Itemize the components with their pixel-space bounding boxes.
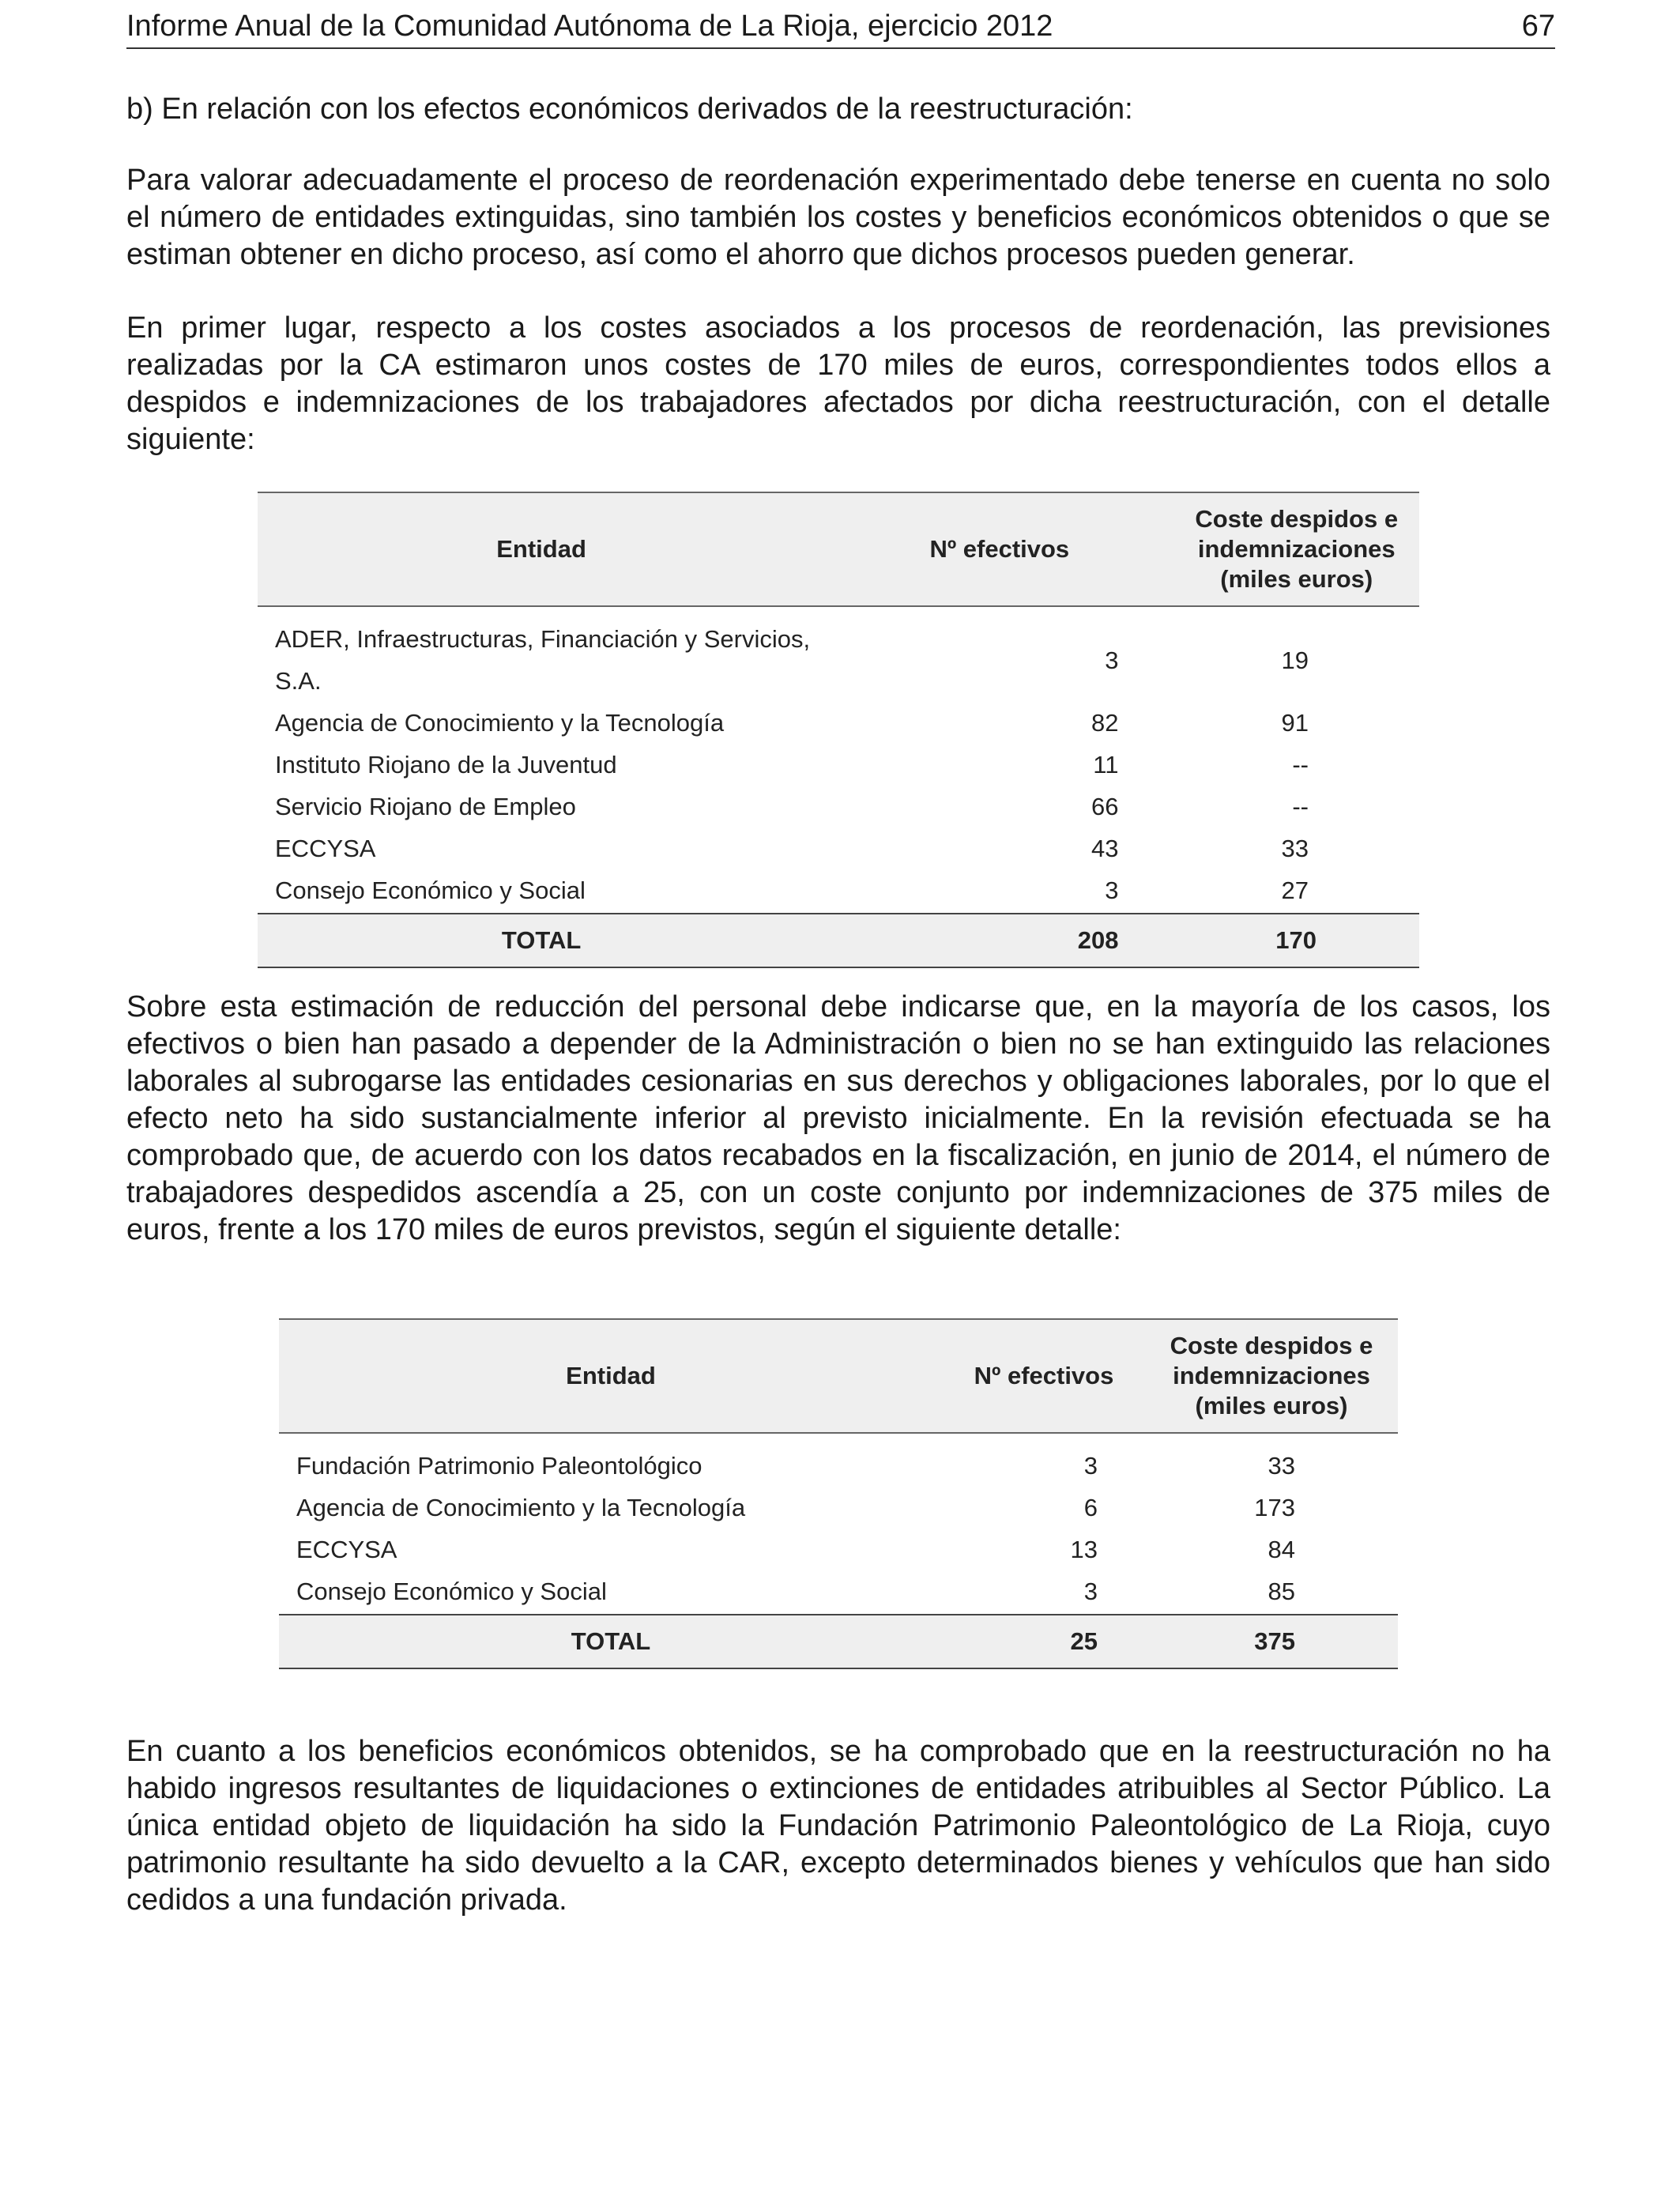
table-row [258, 869, 1419, 914]
paragraph-costes-previstos: En primer lugar, respecto a los costes asociados a los procesos de reordenación, las previsiones realizadas por la CA estimaron unos costes de 170 miles de euros, correspondientes todos ellos a despidos e indemnizaciones de los trabajadores afectados por dicha reestructuración, con el detalle siguiente: [126, 311, 1550, 456]
total-coste: 170 [1173, 914, 1419, 967]
cell-efectivos: 82 [1091, 709, 1119, 737]
cell-entidad: Servicio Riojano de Empleo [275, 793, 576, 820]
header-coste-line3: (miles euros) [1220, 565, 1373, 593]
table-header-row [279, 1319, 1398, 1433]
cell-coste: 33 [1268, 1452, 1295, 1480]
header-coste-line1: Coste despidos e [1170, 1332, 1373, 1359]
cell-coste: 27 [1281, 876, 1309, 904]
table-costes-previstos [258, 492, 1419, 968]
cell-coste: 19 [1281, 646, 1309, 674]
paragraph-beneficios: En cuanto a los beneficios económicos obtenidos, se ha comprobado que en la reestructuración no ha habido ingresos resultantes de liquidaciones o extinciones de entidades atribuibles al Sector Público. La única entidad objeto de liquidación ha sido la Fundación Patrimonio Paleontológico de La Rioja, cuyo patrimonio resultante ha sido devuelto a la CAR, excepto determinados bienes y vehículos que han sido cedidos a una fundación privada. [126, 1735, 1550, 1917]
cell-entidad: ADER, Infraestructuras, Financiación y Servicios, S.A. [275, 625, 811, 695]
total-label: TOTAL [258, 914, 825, 967]
cell-entidad: Instituto Riojano de la Juventud [275, 751, 617, 778]
cell-coste: 85 [1268, 1578, 1295, 1605]
header-coste-line2: indemnizaciones [1173, 1362, 1370, 1389]
cell-coste: -- [1292, 751, 1309, 778]
cell-entidad: Consejo Económico y Social [296, 1578, 607, 1605]
cell-coste: 33 [1281, 835, 1309, 862]
header-coste-line3: (miles euros) [1195, 1392, 1348, 1419]
table-row [279, 1433, 1398, 1487]
header-efectivos: Nº efectivos [825, 492, 1173, 606]
table-row [258, 827, 1419, 869]
cell-efectivos: 3 [1105, 876, 1119, 904]
table-row [279, 1529, 1398, 1570]
paragraph-reduccion-personal: Sobre esta estimación de reducción del personal debe indicarse que, en la mayoría de los casos, los efectivos o bien han pasado a depender de la Administración o bien no se han extinguido las relaciones laborales al subrogarse las entidades cesionarias en sus derechos y obligaciones laborales, por lo que el efecto neto ha sido sustancialmente inferior al previsto inicialmente. En la revisión efectuada se ha comprobado que, de acuerdo con los datos recabados en la fiscalización, en junio de 2014, el número de trabajadores despedidos ascendía a 25, con un coste conjunto por indemnizaciones de 375 miles de euros, frente a los 170 miles de euros previstos, según el siguiente detalle: [126, 990, 1550, 1246]
header-coste-line2: indemnizaciones [1197, 535, 1396, 563]
cell-entidad: ECCYSA [275, 835, 376, 862]
cell-efectivos: 6 [1083, 1494, 1098, 1521]
cell-entidad: Fundación Patrimonio Paleontológico [296, 1452, 703, 1480]
cell-efectivos: 3 [1105, 646, 1119, 674]
table-costes-reales [279, 1318, 1398, 1669]
cell-efectivos: 43 [1091, 835, 1119, 862]
cell-entidad: Consejo Económico y Social [275, 876, 586, 904]
table-total-row [258, 914, 1419, 967]
total-coste: 375 [1145, 1615, 1398, 1668]
table-row [258, 702, 1419, 744]
cell-efectivos: 66 [1091, 793, 1119, 820]
cell-entidad: Agencia de Conocimiento y la Tecnología [296, 1494, 746, 1521]
paragraph-valoracion: Para valorar adecuadamente el proceso de reordenación experimentado debe tenerse en cuenta no solo el número de entidades extinguidas, sino también los costes y beneficios económicos obtenidos o que se estiman obtener en dicho proceso, así como el ahorro que dichos procesos pueden generar. [126, 164, 1550, 271]
total-efectivos: 208 [825, 914, 1173, 967]
cell-efectivos: 3 [1083, 1578, 1098, 1605]
cell-coste: 84 [1268, 1536, 1295, 1563]
section-b-heading: b) En relación con los efectos económicos derivados de la reestructuración: [126, 92, 1133, 126]
page-number: 67 [1521, 9, 1555, 43]
cell-coste: 91 [1281, 709, 1309, 737]
table-header-row [258, 492, 1419, 606]
table-row [279, 1570, 1398, 1615]
cell-entidad: Agencia de Conocimiento y la Tecnología [275, 709, 725, 737]
cell-efectivos: 13 [1070, 1536, 1098, 1563]
header-coste [1173, 492, 1419, 606]
total-label: TOTAL [279, 1615, 943, 1668]
header-title: Informe Anual de la Comunidad Autónoma de La Rioja, ejercicio 2012 [126, 9, 1053, 43]
header-coste-line1: Coste despidos e [1195, 505, 1399, 533]
cell-coste: -- [1292, 793, 1309, 820]
table-row [258, 786, 1419, 827]
header-entidad: Entidad [258, 492, 825, 606]
table-row [279, 1487, 1398, 1529]
table-total-row [279, 1615, 1398, 1668]
header-coste [1145, 1319, 1398, 1433]
header-entidad: Entidad [279, 1319, 943, 1433]
header-efectivos: Nº efectivos [943, 1319, 1145, 1433]
table-row [258, 744, 1419, 786]
cell-efectivos: 3 [1083, 1452, 1098, 1480]
cell-entidad: ECCYSA [296, 1536, 397, 1563]
table-row [258, 606, 1419, 702]
cell-efectivos: 11 [1093, 751, 1119, 778]
cell-coste: 173 [1254, 1494, 1295, 1521]
page-header [126, 6, 1555, 49]
total-efectivos: 25 [943, 1615, 1145, 1668]
